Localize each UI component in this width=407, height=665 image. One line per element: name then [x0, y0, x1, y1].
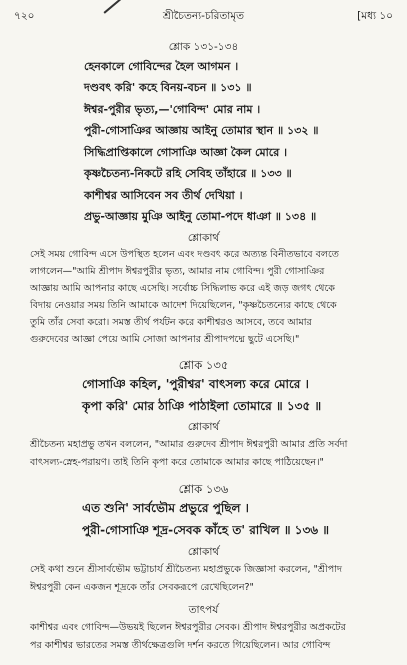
- verse-line: গোসাঞি কহিল, 'পুরীশ্বর' বাৎসল্য করে মোরে ।: [82, 377, 309, 391]
- verse-line: পুরী-গোসাঞি শূদ্র-সেবক কাঁহে ত' রাখিল ॥ ১৩৬ ॥: [82, 523, 330, 537]
- page-number: ৭২০: [14, 9, 35, 22]
- purport-line: পর কাশীশ্বর ভারতের সমস্ত তীর্থক্ষেত্রগুলি দর্শন করতে গিয়েছিলেন। আর গোবিন্দ: [30, 640, 331, 651]
- translation-label: শ্লোকার্থ: [187, 421, 220, 433]
- verse-line: পুরী-গোসাঞির আজ্ঞায় আইনু তোমার স্থান ॥ ১৩২ ॥: [84, 124, 319, 137]
- translation-line: লাগলেন—"আমি শ্রীপাদ ঈশ্বরপুরীর ভৃত্য, আমার নাম গোবিন্দ। পুরী গোসাঞির: [30, 266, 325, 277]
- running-title: শ্রীচৈতন্য-চরিতামৃত: [162, 9, 245, 22]
- purport-label: তাৎপর্য: [188, 604, 219, 616]
- sloka-label: শ্লোক ১৩১-১৩৪: [168, 41, 239, 53]
- sloka-label: শ্লোক ১৩৫: [178, 358, 229, 372]
- verse-line: কৃপা করি' মোর ঠাঞি পাঠাইলা তোমারে ॥ ১৩৫ ॥: [82, 399, 322, 413]
- verse-line: কৃষ্ণচৈতন্য-নিকটে রহি সেবিহ তাঁহারে ॥ ১৩৩ ॥: [84, 167, 292, 180]
- translation-line: আজ্ঞায় আমি আপনার কাছে এসেছি। সর্বোচ্চ সিদ্ধিলাভ করে এই জড় জগৎ থেকে: [30, 283, 335, 294]
- translation-line: গুরুদেবের আজ্ঞা পেয়ে আমি সোজা আপনার শ্রীপাদপদ্মে ছুটে এসেছি।": [30, 334, 300, 345]
- verse-line: এত শুনি' সার্বভৌম প্রভুরে পুছিল ।: [82, 501, 249, 515]
- verse-line: কাশীশ্বর আসিবেন সব তীর্থ দেখিয়া ।: [84, 189, 243, 202]
- purport-line: কাশীশ্বর এবং গোবিন্দ—উভয়ই ছিলেন ঈশ্বরপুরীর সেবক। শ্রীপাদ ঈশ্বরপুরীর অপ্রকটের: [30, 622, 346, 633]
- chapter-marker: [মধ্য ১০: [357, 9, 393, 22]
- translation-line: বাৎসল্য-স্নেহ-পরায়ণ। তাই তিনি কৃপা করে তোমাকে আমার কাছে পাঠিয়েছেন।": [30, 457, 324, 468]
- verse-line: দণ্ডবৎ করি' কহে বিনয়-বচন ॥ ১৩১ ॥: [84, 81, 252, 94]
- page-header: [14, 8, 393, 26]
- sloka-label: শ্লোক ১৩৬: [178, 482, 229, 496]
- translation-label: শ্লোকার্থ: [187, 546, 220, 558]
- verse-line: সিদ্ধিপ্রাপ্তিকালে গোসাঞি আজ্ঞা কৈল মোরে ।: [84, 146, 288, 159]
- verse-line: ঈশ্বর-পুরীর ভৃত্য,—'গোবিন্দ' মোর নাম ।: [84, 103, 261, 116]
- translation-label: শ্লোকার্থ: [187, 232, 220, 244]
- translation-line: তুমি তাঁর সেবা করো। সমস্ত তীর্থ পর্যটন করে কাশীশ্বরও আসবে, তবে আমার: [30, 317, 312, 328]
- translation-line: শ্রীচৈতন্য মহাপ্রভু তখন বললেন, "আমার গুরুদেব শ্রীপাদ ঈশ্বরপুরী আমার প্রতি সর্বদা: [30, 439, 348, 450]
- translation-line: ঈশ্বরপুরী কেন একজন শূদ্রকে তাঁর সেবকরূপে রেখেছিলেন?": [30, 582, 254, 593]
- translation-line: সেই কথা শুনে শ্রীসার্বভৌম ভট্টাচার্য শ্রীচৈতন্য মহাপ্রভুকে জিজ্ঞাসা করলেন, "শ্রীপাদ: [30, 564, 342, 575]
- translation-line: সেই সময় গোবিন্দ এসে উপস্থিত হলেন এবং দণ্ডবৎ করে অত্যন্ত বিনীতভাবে বলতে: [30, 249, 339, 260]
- verse-line: প্রভু-আজ্ঞায় মুঞি আইনু তোমা-পদে ধাঞা ॥ ১৩৪ ॥: [84, 210, 317, 223]
- verse-line: হেনকালে গোবিন্দের হৈল আগমন ।: [84, 60, 239, 73]
- translation-line: বিদায় নেওয়ার সময় তিনি আমাকে আদেশ দিয়েছিলেন, "কৃষ্ণচৈতন্যের কাছে থেকে: [30, 300, 337, 311]
